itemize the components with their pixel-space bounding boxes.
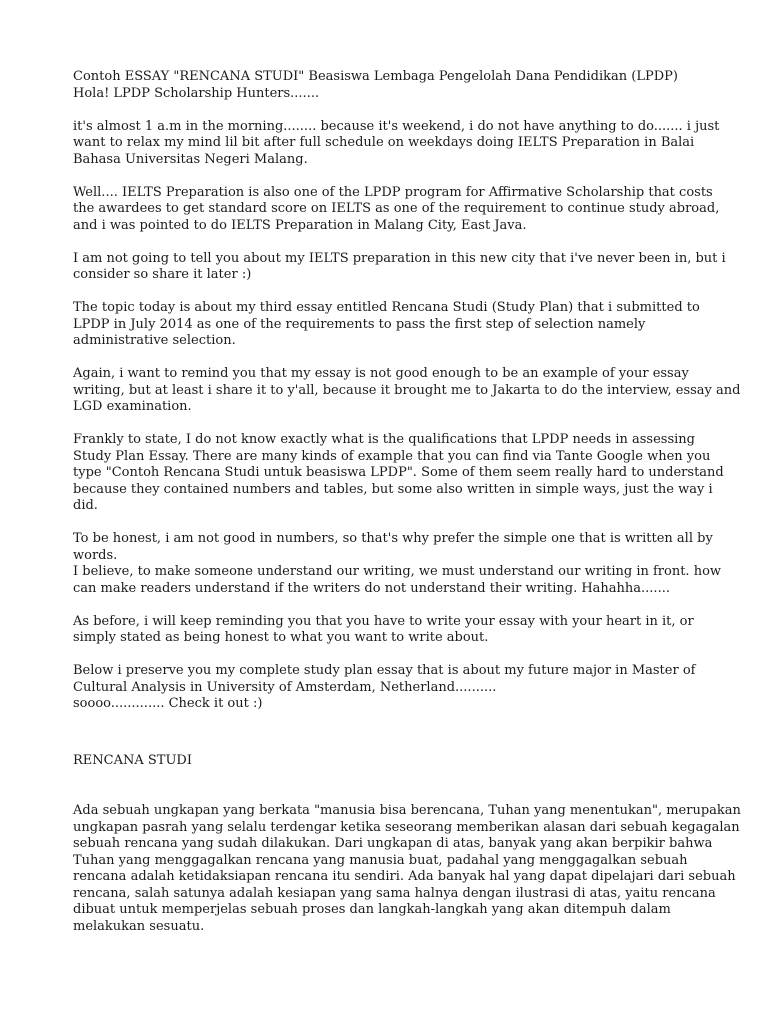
intro-paragraph <box>73 69 698 102</box>
text-line: and i was pointed to do IELTS Preparation in Malang City, East Java. <box>73 217 527 233</box>
text-line: Well.... IELTS Preparation is also one of the LPDP program for Affirmative Scholarship that costs <box>73 184 713 200</box>
text-line: writing, but at least i share it to y'all, because it brought me to Jakarta to do the interview, essay and <box>73 382 741 398</box>
text-line: I am not going to tell you about my IELTS preparation in this new city that i've never been in, but i <box>73 250 726 266</box>
text-line: want to relax my mind lil bit after full schedule on weekdays doing IELTS Preparation in Balai <box>73 135 695 150</box>
text-line: did. <box>73 498 98 513</box>
text-line: The topic today is about my third essay entitled Rencana Studi (Study Plan) that i submitted to <box>73 300 700 315</box>
text-line: type "Contoh Rencana Studi untuk beasiswa LPDP". Some of them seem really hard to understand <box>73 465 724 480</box>
paragraph-9 <box>73 663 698 713</box>
paragraph-7 <box>73 531 722 597</box>
text-line: I believe, to make someone understand our writing, we must understand our writing in front. how <box>73 564 722 579</box>
text-line: Frankly to state, I do not know exactly what is the qualifications that LPDP needs in assessing <box>73 432 695 447</box>
text-line: consider so share it later :) <box>73 267 252 282</box>
document-title: Contoh ESSAY "RENCANA STUDI" Beasiswa Lembaga Pengelolah Dana Pendidikan (LPDP) <box>73 69 678 84</box>
text-line: Ada sebuah ungkapan yang berkata "manusia bisa berencana, Tuhan yang menentukan", merupakan <box>73 803 741 818</box>
text-line: dibuat untuk memperjelas sebuah proses dan langkah-langkah yang akan ditempuh dalam <box>73 902 671 917</box>
text-line: words. <box>73 547 118 563</box>
text-line: Bahasa Universitas Negeri Malang. <box>73 151 308 167</box>
text-line: Below i preserve you my complete study plan essay that is about my future major in Master of <box>73 663 696 678</box>
text-line: can make readers understand if the writers do not understand their writing. Hahahha....... <box>73 580 670 596</box>
paragraph-1 <box>73 118 720 169</box>
text-line: LPDP in July 2014 as one of the requirements to pass the first step of selection namely <box>73 316 646 332</box>
text-line: Study Plan Essay. There are many kinds of example that you can find via Tante Google when you <box>73 448 711 464</box>
paragraph-5 <box>73 366 741 416</box>
section-heading: RENCANA STUDI <box>73 752 192 768</box>
document-page <box>73 69 741 952</box>
text-line: Tuhan yang menggagalkan rencana yang manusia buat, padahal yang menggagalkan sebuah <box>73 852 688 868</box>
text-line: soooo............. Check it out :) <box>73 696 263 711</box>
text-line: the awardees to get standard score on IELTS as one of the requirement to continue study abroad, <box>73 201 720 216</box>
text-line: rencana, salah satunya adalah kesiapan yang sama halnya dengan ilustrasi di atas, yaitu rencana <box>73 885 716 901</box>
text-line: melakukan sesuatu. <box>73 918 205 934</box>
paragraph-3 <box>73 250 726 284</box>
text-line: sebuah rencana yang sudah dilakukan. Dari ungkapan di atas, banyak yang akan berpikir bahwa <box>73 836 713 851</box>
text-line: ungkapan pasrah yang selalu terdengar ketika seseorang memberikan alasan dari sebuah kegagalan <box>73 819 740 835</box>
text-line: As before, i will keep reminding you that you have to write your essay with your heart in it, or <box>73 613 694 629</box>
text-line: Cultural Analysis in University of Amsterdam, Netherland.......... <box>73 679 497 695</box>
paragraph-6 <box>73 432 724 515</box>
text-line: LGD examination. <box>73 399 192 414</box>
text-line: To be honest, i am not good in numbers, so that's why prefer the simple one that is written all by <box>73 531 713 546</box>
paragraph-10 <box>73 803 741 935</box>
text-line: simply stated as being honest to what you want to write about. <box>73 630 489 645</box>
paragraph-2 <box>73 184 720 235</box>
greeting-line: Hola! LPDP Scholarship Hunters....... <box>73 85 320 101</box>
text-line: Again, i want to remind you that my essay is not good enough to be an example of your essay <box>73 366 689 381</box>
text-line: because they contained numbers and tables, but some also written in simple ways, just the way i <box>73 481 713 497</box>
paragraph-4 <box>73 300 698 350</box>
text-line: it's almost 1 a.m in the morning........ because it's weekend, i do not have anything to do....... i just <box>73 118 720 134</box>
text-line: administrative selection. <box>73 333 236 348</box>
paragraph-8 <box>73 614 698 647</box>
text-line: rencana adalah ketidaksiapan rencana itu sendiri. Ada banyak hal yang dapat dipelajari dari sebuah <box>73 869 736 884</box>
